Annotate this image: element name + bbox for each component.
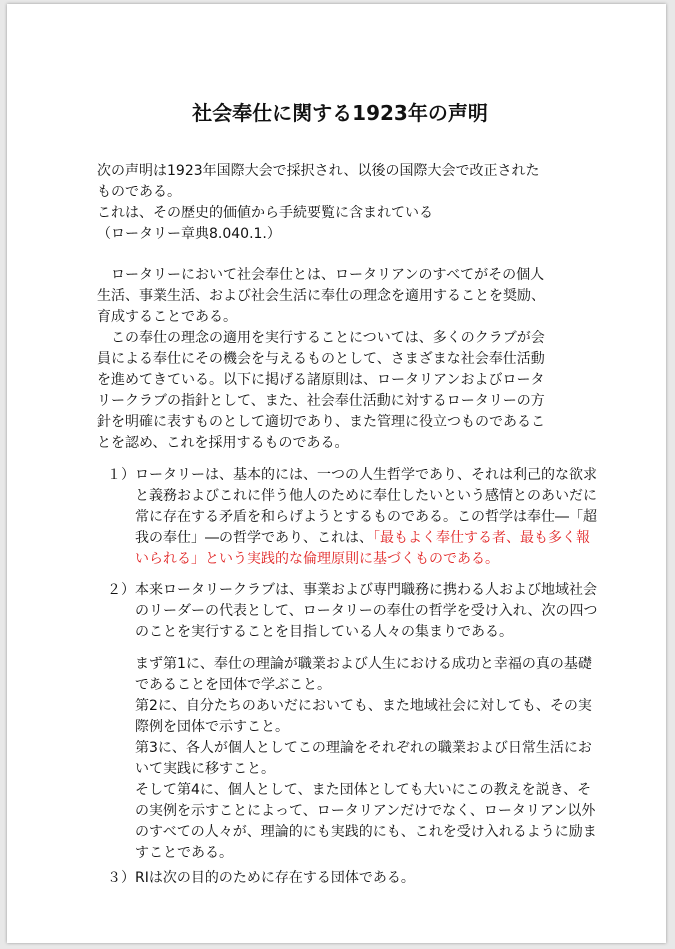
list-item-line: ２）本来ロータリークラブは、事業および専門職務に携わる人および地域社会 (107, 582, 597, 598)
list-item-line (107, 528, 597, 549)
detail-line: であることを団体で学ぶこと。 (135, 677, 331, 693)
emphasis-text: いられる」という実践的な倫理原則に基づくものである。 (135, 551, 499, 567)
list-item-text: 我の奉仕」―の哲学であり、これは、 (135, 530, 373, 546)
list-item-1 (107, 465, 597, 570)
paragraph-line: とを認め、これを採用するものである。 (97, 435, 349, 451)
paragraph-line: 生活、事業生活、および社会生活に奉仕の理念を適用することを奨励、 (97, 288, 545, 304)
list-item-2-details (107, 654, 597, 864)
paragraph-1 (97, 265, 545, 328)
emphasis-text: 「最もよく奉仕する者、最も多く報 (373, 530, 590, 546)
detail-line: いて実践に移すこと。 (135, 761, 275, 777)
paragraph-line: 育成することである。 (97, 309, 237, 325)
list-item-line: １）ロータリーは、基本的には、一つの人生哲学であり、それは利己的な欲求 (107, 467, 597, 483)
paragraph-line: リークラブの指針として、また、社会奉仕活動に対するロータリーの方 (97, 393, 545, 409)
detail-line: 際例を団体で示すこと。 (135, 719, 289, 735)
list-item-3 (107, 868, 415, 889)
list-item-line: ３）RIは次の目的のために存在する団体である。 (107, 870, 415, 886)
list-item-line: 常に存在する矛盾を和らげようとするものである。この哲学は奉仕―「超 (135, 509, 597, 525)
paragraph-line: 員による奉仕にその機会を与えるものとして、さまざまな社会奉仕活動 (97, 351, 545, 367)
intro-line: 次の声明は1923年国際大会で採択され、以後の国際大会で改正された (97, 163, 540, 179)
paragraph-line: を進めてきている。以下に掲げる諸原則は、ロータリアンおよびロータ (97, 372, 545, 388)
intro-section (97, 161, 539, 245)
intro-line: これは、その歴史的価値から手続要覧に含まれている (97, 205, 433, 221)
detail-line: まず第1に、奉仕の理論が職業および人生における成功と幸福の真の基礎 (135, 656, 592, 672)
list-item-line: と義務およびこれに伴う他人のために奉仕したいという感情とのあいだに (135, 488, 597, 504)
page-title: 社会奉仕に関する1923年の声明 (192, 101, 488, 125)
intro-line: （ロータリー章典8.040.1.） (97, 226, 281, 242)
paragraph-line: この奉仕の理念の適用を実行することについては、多くのクラブが会 (111, 330, 545, 346)
paragraph-line: ロータリーにおいて社会奉仕とは、ロータリアンのすべてがその個人 (111, 267, 545, 283)
list-item-line: のリーダーの代表として、ロータリーの奉仕の哲学を受け入れ、次の四つ (135, 603, 598, 619)
detail-line: すことである。 (135, 845, 233, 861)
paragraph-2 (97, 328, 545, 454)
document-page (7, 4, 666, 943)
intro-line: ものである。 (97, 184, 181, 200)
detail-line: 第3に、各人が個人としてこの理論をそれぞれの職業および日常生活にお (135, 740, 592, 756)
list-item-2 (107, 580, 598, 643)
detail-line: 第2に、自分たちのあいだにおいても、また地域社会に対しても、その実 (135, 698, 592, 714)
detail-line: のすべての人々が、理論的にも実践的にも、これを受け入れるように励ま (135, 824, 597, 840)
detail-line: の実例を示すことによって、ロータリアンだけでなく、ロータリアン以外 (135, 803, 596, 819)
paragraph-line: 針を明確に表すものとして適切であり、また管理に役立つものであるこ (97, 414, 545, 430)
list-item-line: のことを実行することを目指している人々の集まりである。 (135, 624, 513, 640)
detail-line: そして第4に、個人として、また団体としても大いにこの教えを説き、そ (135, 782, 592, 798)
